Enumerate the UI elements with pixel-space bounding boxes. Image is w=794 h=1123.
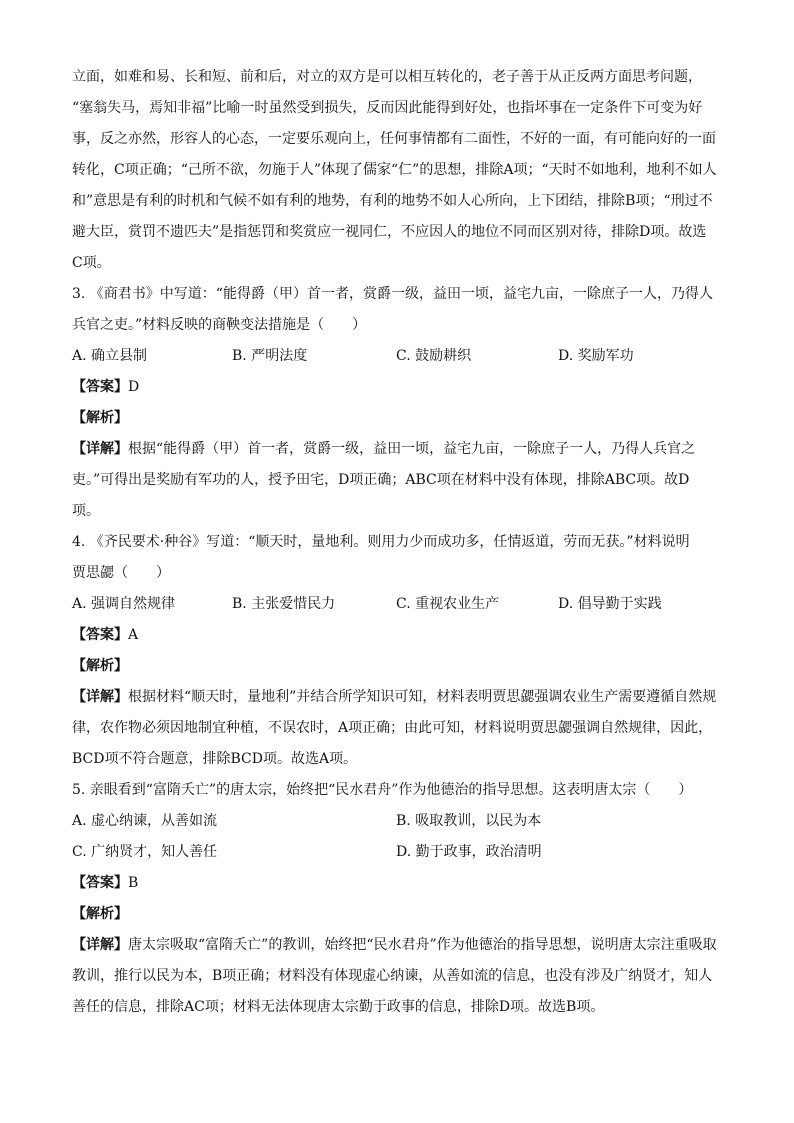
detail-label: 【详解】 [72,441,128,457]
detail-label: 【详解】 [72,689,128,705]
analysis-line [72,899,724,930]
option-c: C. 鼓励耕织 [396,348,472,364]
paragraph-line: 转化，C项正确；“己所不欲，勿施于人”体现了儒家“仁”的思想，排除A项；“天时不如地利，地利不如人 [72,162,717,178]
option-c: C. 重视农业生产 [396,596,500,612]
question-4-options [72,589,724,620]
analysis-line [72,651,724,682]
option-a: A. 确立县制 [72,348,148,364]
option-d: D. 奖励军功 [558,348,634,364]
paragraph-line: C项。 [72,255,111,271]
option-a: A. 虚心纳谏，从善如流 [72,813,218,829]
question-3-stem: 3. 《商君书》中写道：“能得爵（甲）首一者，赏爵一级，益田一顷，益宅九亩，一除庶子一人，乃得人 [72,286,713,302]
paragraph-line: 和”意思是有利的时机和气候不如有利的地势，有利的地势不如人心所向，上下团结，排除B项；“刑过不 [72,193,713,209]
paragraph-line: 立面，如难和易、长和短、前和后，对立的双方是可以相互转化的，老子善于从正反两方面思考问题， [72,69,702,85]
answer-value: B [128,875,139,891]
detail-line: 教训，推行以民为本，B项正确；材料没有体现虚心纳谏，从善如流的信息，也没有涉及广纳贤才，知人 [72,968,713,984]
option-d: D. 倡导勤于实践 [558,596,662,612]
question-3-stem: 兵官之吏。”材料反映的商鞅变法措施是（ ） [72,317,367,333]
detail-label: 【详解】 [72,937,128,953]
question-4-stem: 贾思勰（ ） [72,565,170,581]
answer-label: 【答案】 [72,379,128,395]
question-5-options-row2 [72,837,724,868]
answer-label: 【答案】 [72,627,128,643]
detail-line: 律，农作物必须因地制宜种植，不误农时，A项正确；由此可知，材料说明贾思勰强调自然规律，因此， [72,720,713,736]
paragraph-line: 避大臣，赏罚不遗匹夫”是指惩罚和奖赏应一视同仁，不应因人的地位不同而区别对待，排除D项。故选 [72,224,707,240]
option-b: B. 吸取教训，以民为本 [396,813,542,829]
detail-text: 根据材料“顺天时，量地利”并结合所学知识可知，材料表明贾思勰强调农业生产需要遵循自然规 [128,689,717,705]
option-b: B. 严明法度 [232,348,308,364]
analysis-label: 【解析】 [72,658,128,674]
detail-line: 吏。”可得出是奖励有军功的人，授予田宅，D项正确；ABC项在材料中没有体现，排除ABC项。故D [72,472,690,488]
detail-text: 唐太宗吸取“富隋夭亡”的教训，始终把“民水君舟”作为他德治的指导思想，说明唐太宗注重吸取 [128,937,717,953]
answer-value: D [128,379,140,395]
answer-line [72,620,724,651]
option-a: A. 强调自然规律 [72,596,176,612]
question-4-stem: 4. 《齐民要术·种谷》写道：“顺天时，量地利。则用力少而成功多，任情返道，劳而无获。”材料说明 [72,534,690,550]
detail-line [72,434,724,465]
detail-text: 根据“能得爵（甲）首一者，赏爵一级，益田一顷，益宅九亩，一除庶子一人，乃得人兵官之 [128,441,696,457]
paragraph-line: 事，反之亦然，形容人的心态，一定要乐观向上，任何事情都有二面性，不好的一面，有可能向好的一面 [72,131,716,147]
answer-line [72,372,724,403]
question-5-stem: 5. 亲眼看到“富隋夭亡”的唐太宗，始终把“民水君舟”作为他德治的指导思想。这表明唐太宗（ ） [72,782,693,798]
answer-value: A [128,627,139,643]
detail-line [72,930,724,961]
document-content [72,62,724,1023]
analysis-line [72,403,724,434]
option-b: B. 主张爱惜民力 [232,596,336,612]
detail-line: 项。 [72,503,100,519]
answer-line [72,868,724,899]
question-3-options [72,341,724,372]
option-c: C. 广纳贤才，知人善任 [72,844,218,860]
analysis-label: 【解析】 [72,906,128,922]
detail-line [72,682,724,713]
option-d: D. 勤于政事，政治清明 [396,844,542,860]
question-5-options-row1 [72,806,724,837]
detail-line: 善任的信息，排除AC项；材料无法体现唐太宗勤于政事的信息，排除D项。故选B项。 [72,999,605,1015]
answer-label: 【答案】 [72,875,128,891]
analysis-label: 【解析】 [72,410,128,426]
paragraph-line: “塞翁失马，焉知非福”比喻一时虽然受到损失，反而因此能得到好处，也指坏事在一定条件下可变为好 [72,100,703,116]
detail-line: BCD项不符合题意，排除BCD项。故选A项。 [72,751,358,767]
